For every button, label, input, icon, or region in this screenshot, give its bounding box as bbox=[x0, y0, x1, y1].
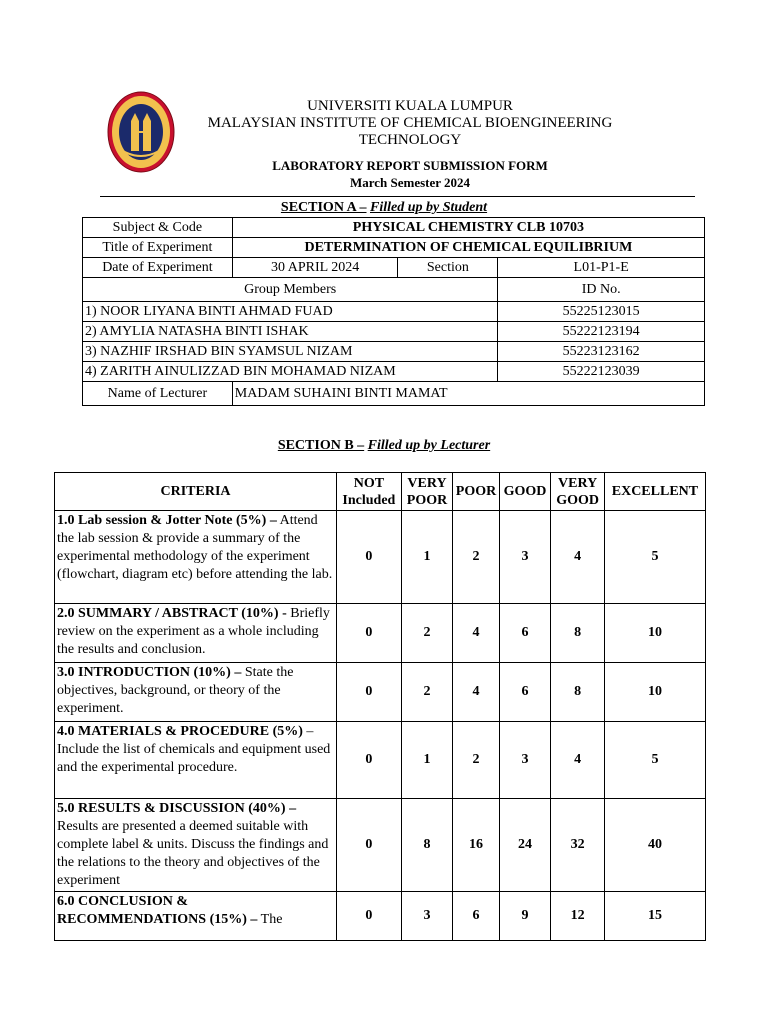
score-cell: 10 bbox=[604, 663, 705, 722]
good-header: GOOD bbox=[499, 473, 551, 511]
member-name: 4) ZARITH AINULIZZAD BIN MOHAMAD NIZAM bbox=[83, 362, 498, 382]
score-cell: 4 bbox=[453, 663, 500, 722]
section-a-title: SECTION A – Filled up by Student bbox=[280, 200, 488, 215]
group-members-label: Group Members bbox=[83, 278, 498, 302]
criteria-description: The bbox=[260, 912, 283, 927]
score-cell: 6 bbox=[499, 604, 551, 663]
rubric-row bbox=[55, 604, 706, 663]
score-cell: 5 bbox=[604, 511, 705, 604]
member-id: 55225123015 bbox=[498, 302, 705, 322]
criteria-title: 2.0 SUMMARY / ABSTRACT (10%) - bbox=[57, 606, 287, 621]
member-name: 1) NOOR LIYANA BINTI AHMAD FUAD bbox=[83, 302, 498, 322]
score-cell: 40 bbox=[604, 799, 705, 892]
score-cell: 9 bbox=[499, 892, 551, 941]
rubric-row bbox=[55, 892, 706, 941]
subject-value: PHYSICAL CHEMISTRY CLB 10703 bbox=[232, 218, 704, 238]
title-label: Title of Experiment bbox=[83, 238, 233, 258]
score-cell: 5 bbox=[604, 722, 705, 799]
rubric-row bbox=[55, 663, 706, 722]
criteria-cell bbox=[55, 892, 337, 941]
member-id: 55223123162 bbox=[498, 342, 705, 362]
score-cell: 6 bbox=[499, 663, 551, 722]
date-label: Date of Experiment bbox=[83, 258, 233, 278]
lecturer-value: MADAM SUHAINI BINTI MAMAT bbox=[232, 382, 704, 406]
criteria-title: 5.0 RESULTS & DISCUSSION (40%) – bbox=[57, 801, 297, 816]
member-id: 55222123194 bbox=[498, 322, 705, 342]
date-value: 30 APRIL 2024 bbox=[232, 258, 398, 278]
score-cell: 6 bbox=[453, 892, 500, 941]
very-poor-header: VERY POOR bbox=[401, 473, 453, 511]
score-cell: 10 bbox=[604, 604, 705, 663]
id-label: ID No. bbox=[498, 278, 705, 302]
poor-header: POOR bbox=[453, 473, 500, 511]
rubric-row bbox=[55, 722, 706, 799]
score-cell: 1 bbox=[401, 722, 453, 799]
criteria-cell bbox=[55, 604, 337, 663]
title-value: DETERMINATION OF CHEMICAL EQUILIBRIUM bbox=[232, 238, 704, 258]
score-cell: 4 bbox=[551, 722, 605, 799]
section-label: Section bbox=[398, 258, 498, 278]
criteria-cell bbox=[55, 722, 337, 799]
institute-name: MALAYSIAN INSTITUTE OF CHEMICAL BIOENGINEERING bbox=[207, 115, 613, 131]
criteria-header: CRITERIA bbox=[55, 473, 337, 511]
criteria-title: 1.0 Lab session & Jotter Note (5%) – bbox=[57, 513, 277, 528]
very-good-header: VERY GOOD bbox=[551, 473, 605, 511]
criteria-description: – Include the list of chemicals and equipment used and the experimental procedure. bbox=[57, 724, 331, 775]
score-cell: 0 bbox=[337, 892, 402, 941]
criteria-description: Briefly review on the experiment as a whole including the results and conclusion. bbox=[57, 606, 330, 657]
score-cell: 8 bbox=[551, 663, 605, 722]
score-cell: 15 bbox=[604, 892, 705, 941]
score-cell: 12 bbox=[551, 892, 605, 941]
criteria-cell bbox=[55, 663, 337, 722]
member-name: 2) AMYLIA NATASHA BINTI ISHAK bbox=[83, 322, 498, 342]
score-cell: 32 bbox=[551, 799, 605, 892]
criteria-title: 3.0 INTRODUCTION (10%) – bbox=[57, 665, 242, 680]
score-cell: 4 bbox=[453, 604, 500, 663]
score-cell: 2 bbox=[453, 722, 500, 799]
member-id: 55222123039 bbox=[498, 362, 705, 382]
score-cell: 24 bbox=[499, 799, 551, 892]
score-cell: 3 bbox=[499, 722, 551, 799]
section-value: L01-P1-E bbox=[498, 258, 705, 278]
criteria-description: State the objectives, background, or theory of the experiment. bbox=[57, 665, 294, 716]
section-b-title: SECTION B – Filled up by Lecturer bbox=[277, 438, 491, 453]
score-cell: 2 bbox=[401, 604, 453, 663]
score-cell: 8 bbox=[551, 604, 605, 663]
criteria-cell bbox=[55, 799, 337, 892]
member-name: 3) NAZHIF IRSHAD BIN SYAMSUL NIZAM bbox=[83, 342, 498, 362]
score-cell: 0 bbox=[337, 663, 402, 722]
score-cell: 0 bbox=[337, 722, 402, 799]
criteria-title: 6.0 CONCLUSION & RECOMMENDATIONS (15%) – bbox=[57, 894, 258, 927]
rubric-row bbox=[55, 799, 706, 892]
criteria-cell bbox=[55, 511, 337, 604]
excellent-header: EXCELLENT bbox=[604, 473, 705, 511]
rubric-table bbox=[54, 472, 706, 941]
subject-label: Subject & Code bbox=[83, 218, 233, 238]
unikl-seal-icon bbox=[107, 91, 175, 173]
criteria-description: Attend the lab session & provide a summary of the experimental methodology of the experiment (flowchart, diagram etc) before attending the lab. bbox=[57, 513, 333, 582]
institute-name-cont: TECHNOLOGY bbox=[358, 132, 462, 148]
score-cell: 1 bbox=[401, 511, 453, 604]
student-info-table bbox=[82, 217, 705, 406]
score-cell: 8 bbox=[401, 799, 453, 892]
semester-label: March Semester 2024 bbox=[349, 175, 471, 190]
university-name: UNIVERSITI KUALA LUMPUR bbox=[307, 98, 513, 114]
score-cell: 0 bbox=[337, 511, 402, 604]
header-divider bbox=[100, 196, 695, 197]
not-included-header: NOT Included bbox=[337, 473, 402, 511]
lecturer-label: Name of Lecturer bbox=[83, 382, 233, 406]
score-cell: 0 bbox=[337, 799, 402, 892]
score-cell: 4 bbox=[551, 511, 605, 604]
score-cell: 3 bbox=[401, 892, 453, 941]
form-title: LABORATORY REPORT SUBMISSION FORM bbox=[272, 158, 548, 173]
score-cell: 16 bbox=[453, 799, 500, 892]
score-cell: 2 bbox=[453, 511, 500, 604]
rubric-row bbox=[55, 511, 706, 604]
score-cell: 3 bbox=[499, 511, 551, 604]
score-cell: 2 bbox=[401, 663, 453, 722]
criteria-title: 4.0 MATERIALS & PROCEDURE (5%) bbox=[57, 724, 303, 739]
score-cell: 0 bbox=[337, 604, 402, 663]
criteria-description: Results are presented a deemed suitable with complete label & units. Discuss the findings and the relations to the theory and objectives of the experiment bbox=[57, 819, 329, 888]
